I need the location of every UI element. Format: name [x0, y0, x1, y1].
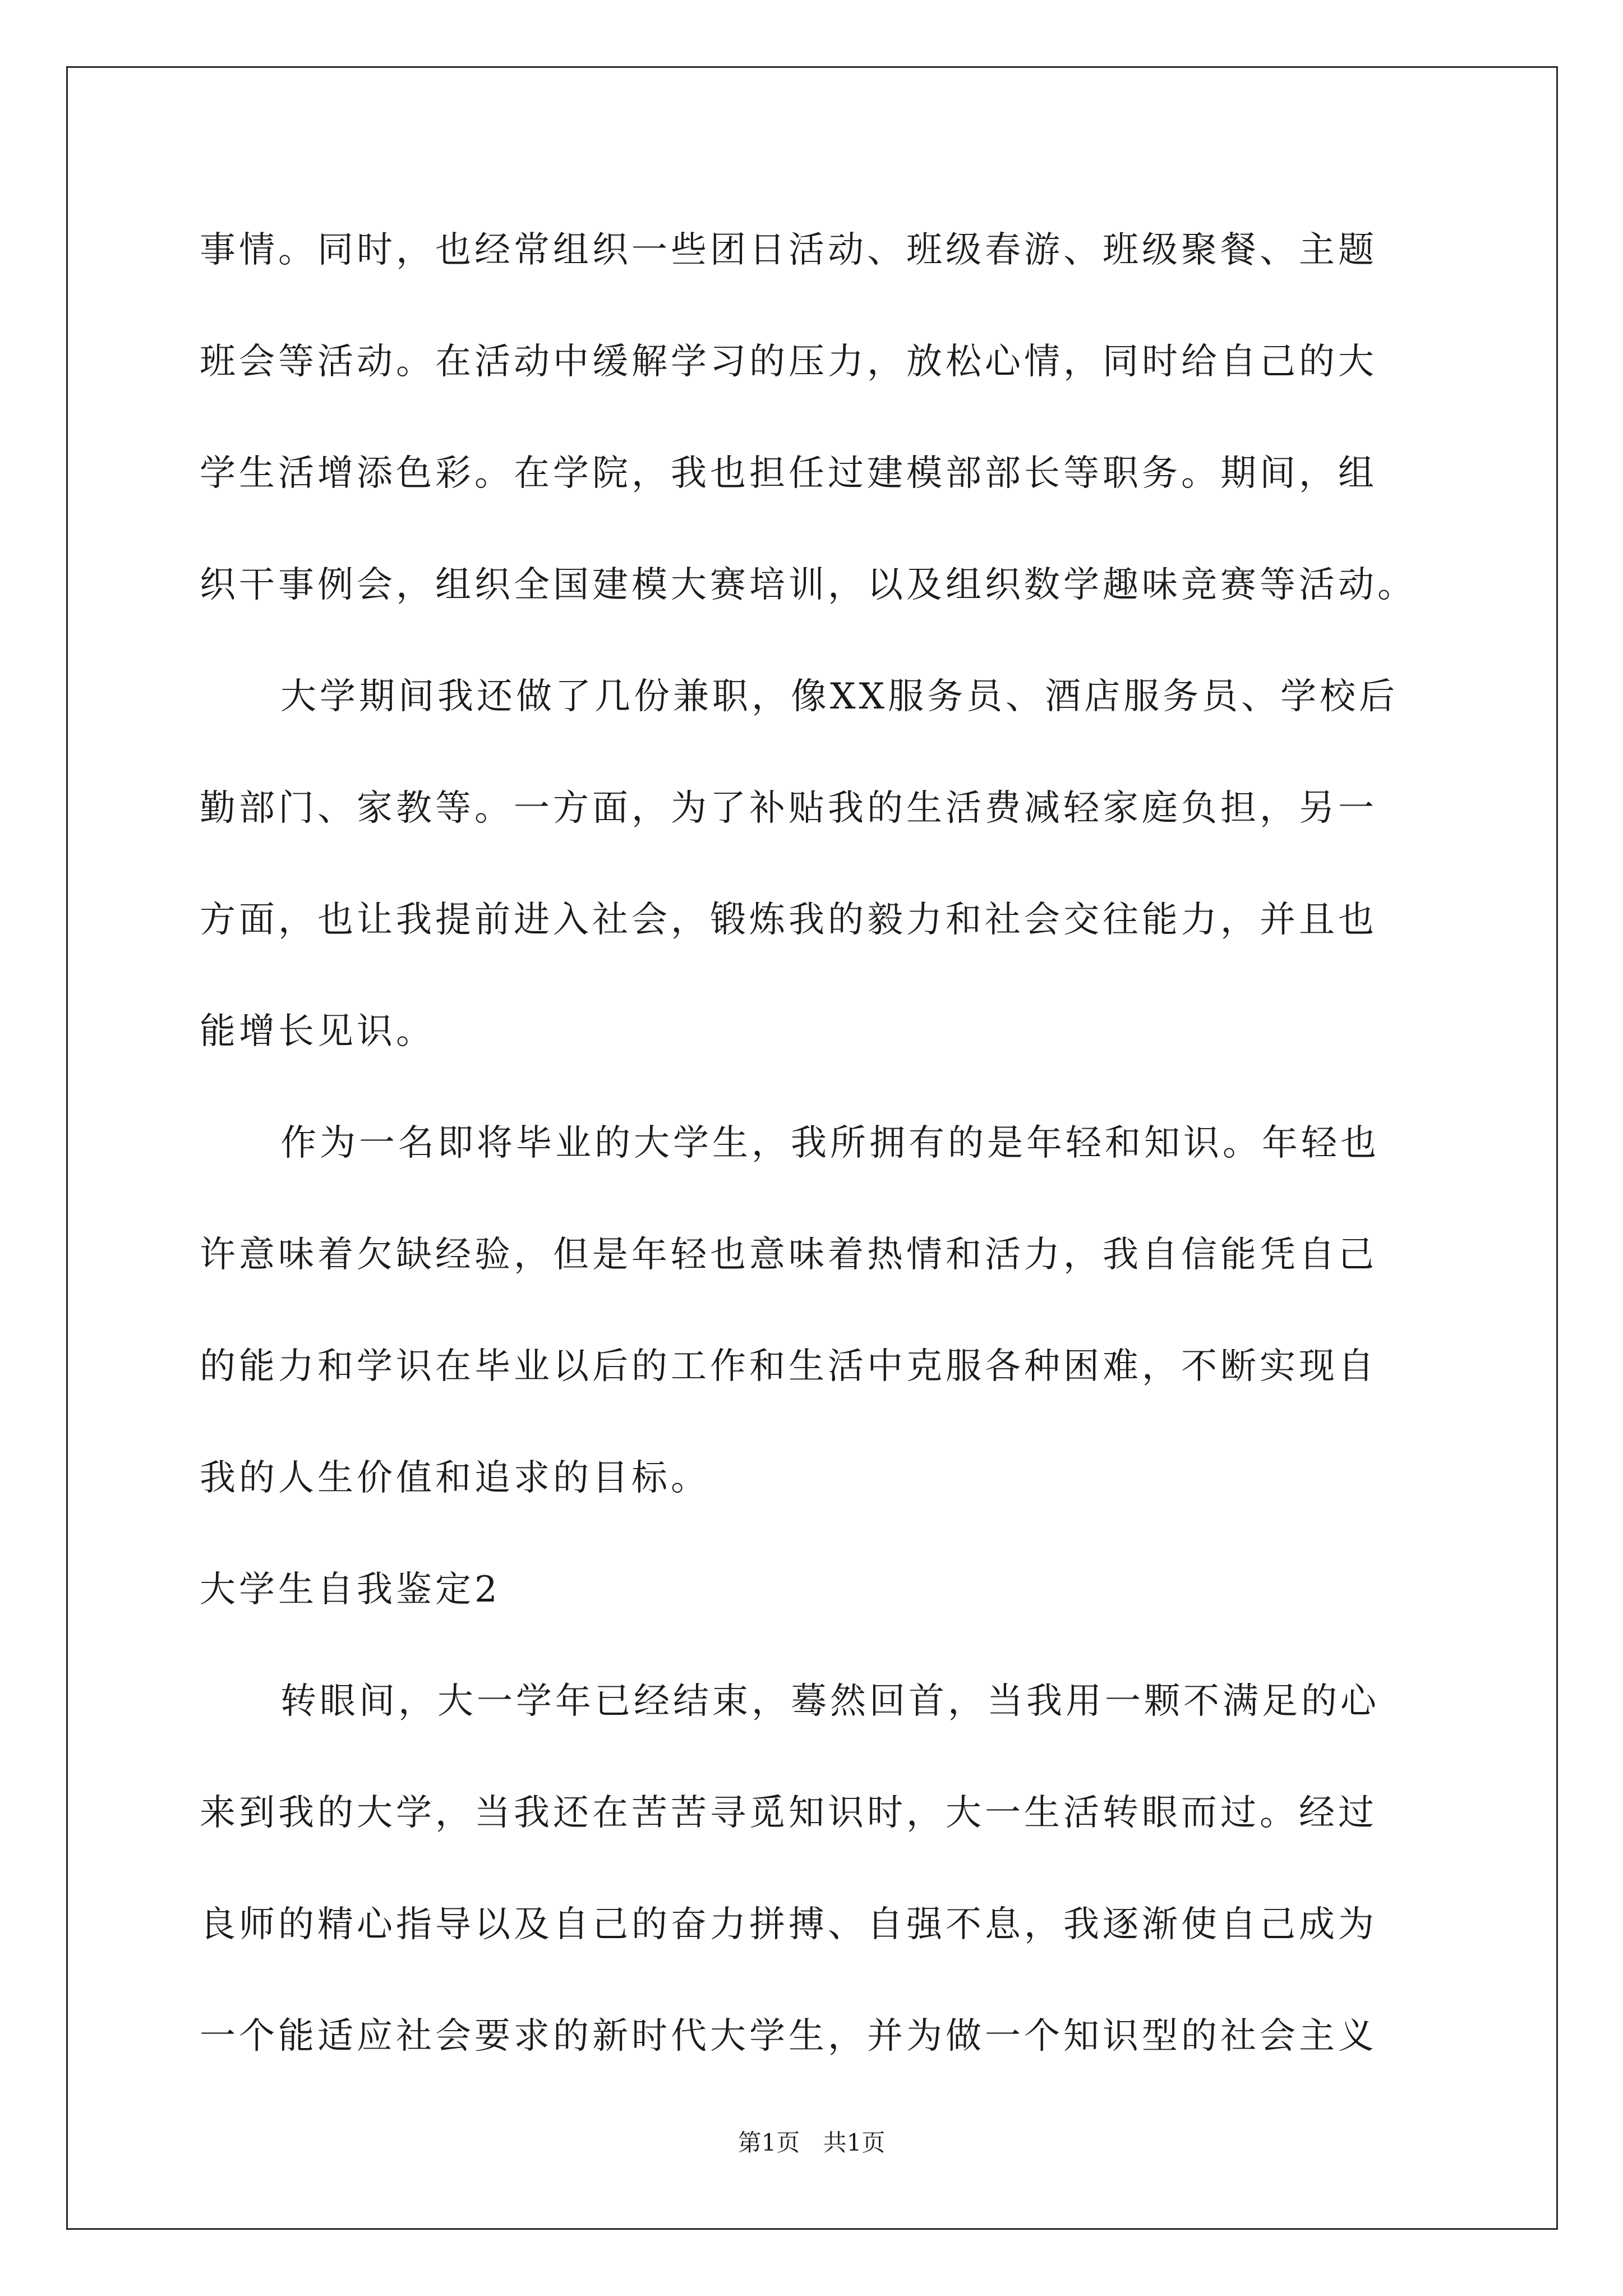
body-text-line: 事情。同时，也经常组织一些团日活动、班级春游、班级聚餐、主题 — [200, 229, 1377, 271]
body-text-line: 良师的精心指导以及自己的奋力拼搏、自强不息，我逐渐使自己成为 — [200, 1904, 1377, 1945]
body-text-line: 我的人生价值和追求的目标。 — [200, 1457, 710, 1499]
body-text-line: 能增长见识。 — [200, 1011, 435, 1052]
paragraph-first-line: 作为一名即将毕业的大学生，我所拥有的是年轻和知识。年轻也 — [280, 1122, 1380, 1164]
paragraph-first-line: 大学期间我还做了几份兼职，像XX服务员、酒店服务员、学校后 — [280, 676, 1399, 717]
body-text-line: 方面，也让我提前进入社会，锻炼我的毅力和社会交往能力，并且也 — [200, 899, 1377, 941]
body-text-line: 许意味着欠缺经验，但是年轻也意味着热情和活力，我自信能凭自己 — [200, 1234, 1377, 1276]
paragraph-first-line: 转眼间，大一学年已经结束，蓦然回首，当我用一颗不满足的心 — [280, 1681, 1380, 1722]
body-text-line: 学生活增添色彩。在学院，我也担任过建模部部长等职务。期间，组 — [200, 453, 1377, 494]
body-text-line: 一个能适应社会要求的新时代大学生，并为做一个知识型的社会主义 — [200, 2016, 1377, 2057]
page-footer — [0, 2126, 1623, 2160]
page-total: 共1页 — [823, 2129, 886, 2156]
body-text-line: 勤部门、家教等。一方面，为了补贴我的生活费减轻家庭负担，另一 — [200, 788, 1377, 829]
body-text-line: 的能力和学识在毕业以后的工作和生活中克服各种困难，不断实现自 — [200, 1346, 1377, 1387]
body-text-line: 来到我的大学，当我还在苦苦寻觅知识时，大一生活转眼而过。经过 — [200, 1792, 1377, 1834]
page-number: 第1页 — [737, 2129, 800, 2156]
body-text-line: 班会等活动。在活动中缓解学习的压力，放松心情，同时给自己的大 — [200, 341, 1377, 383]
section-heading: 大学生自我鉴定2 — [200, 1569, 501, 1611]
body-text-line: 织干事例会，组织全国建模大赛培训，以及组织数学趣味竞赛等活动。 — [200, 564, 1417, 606]
